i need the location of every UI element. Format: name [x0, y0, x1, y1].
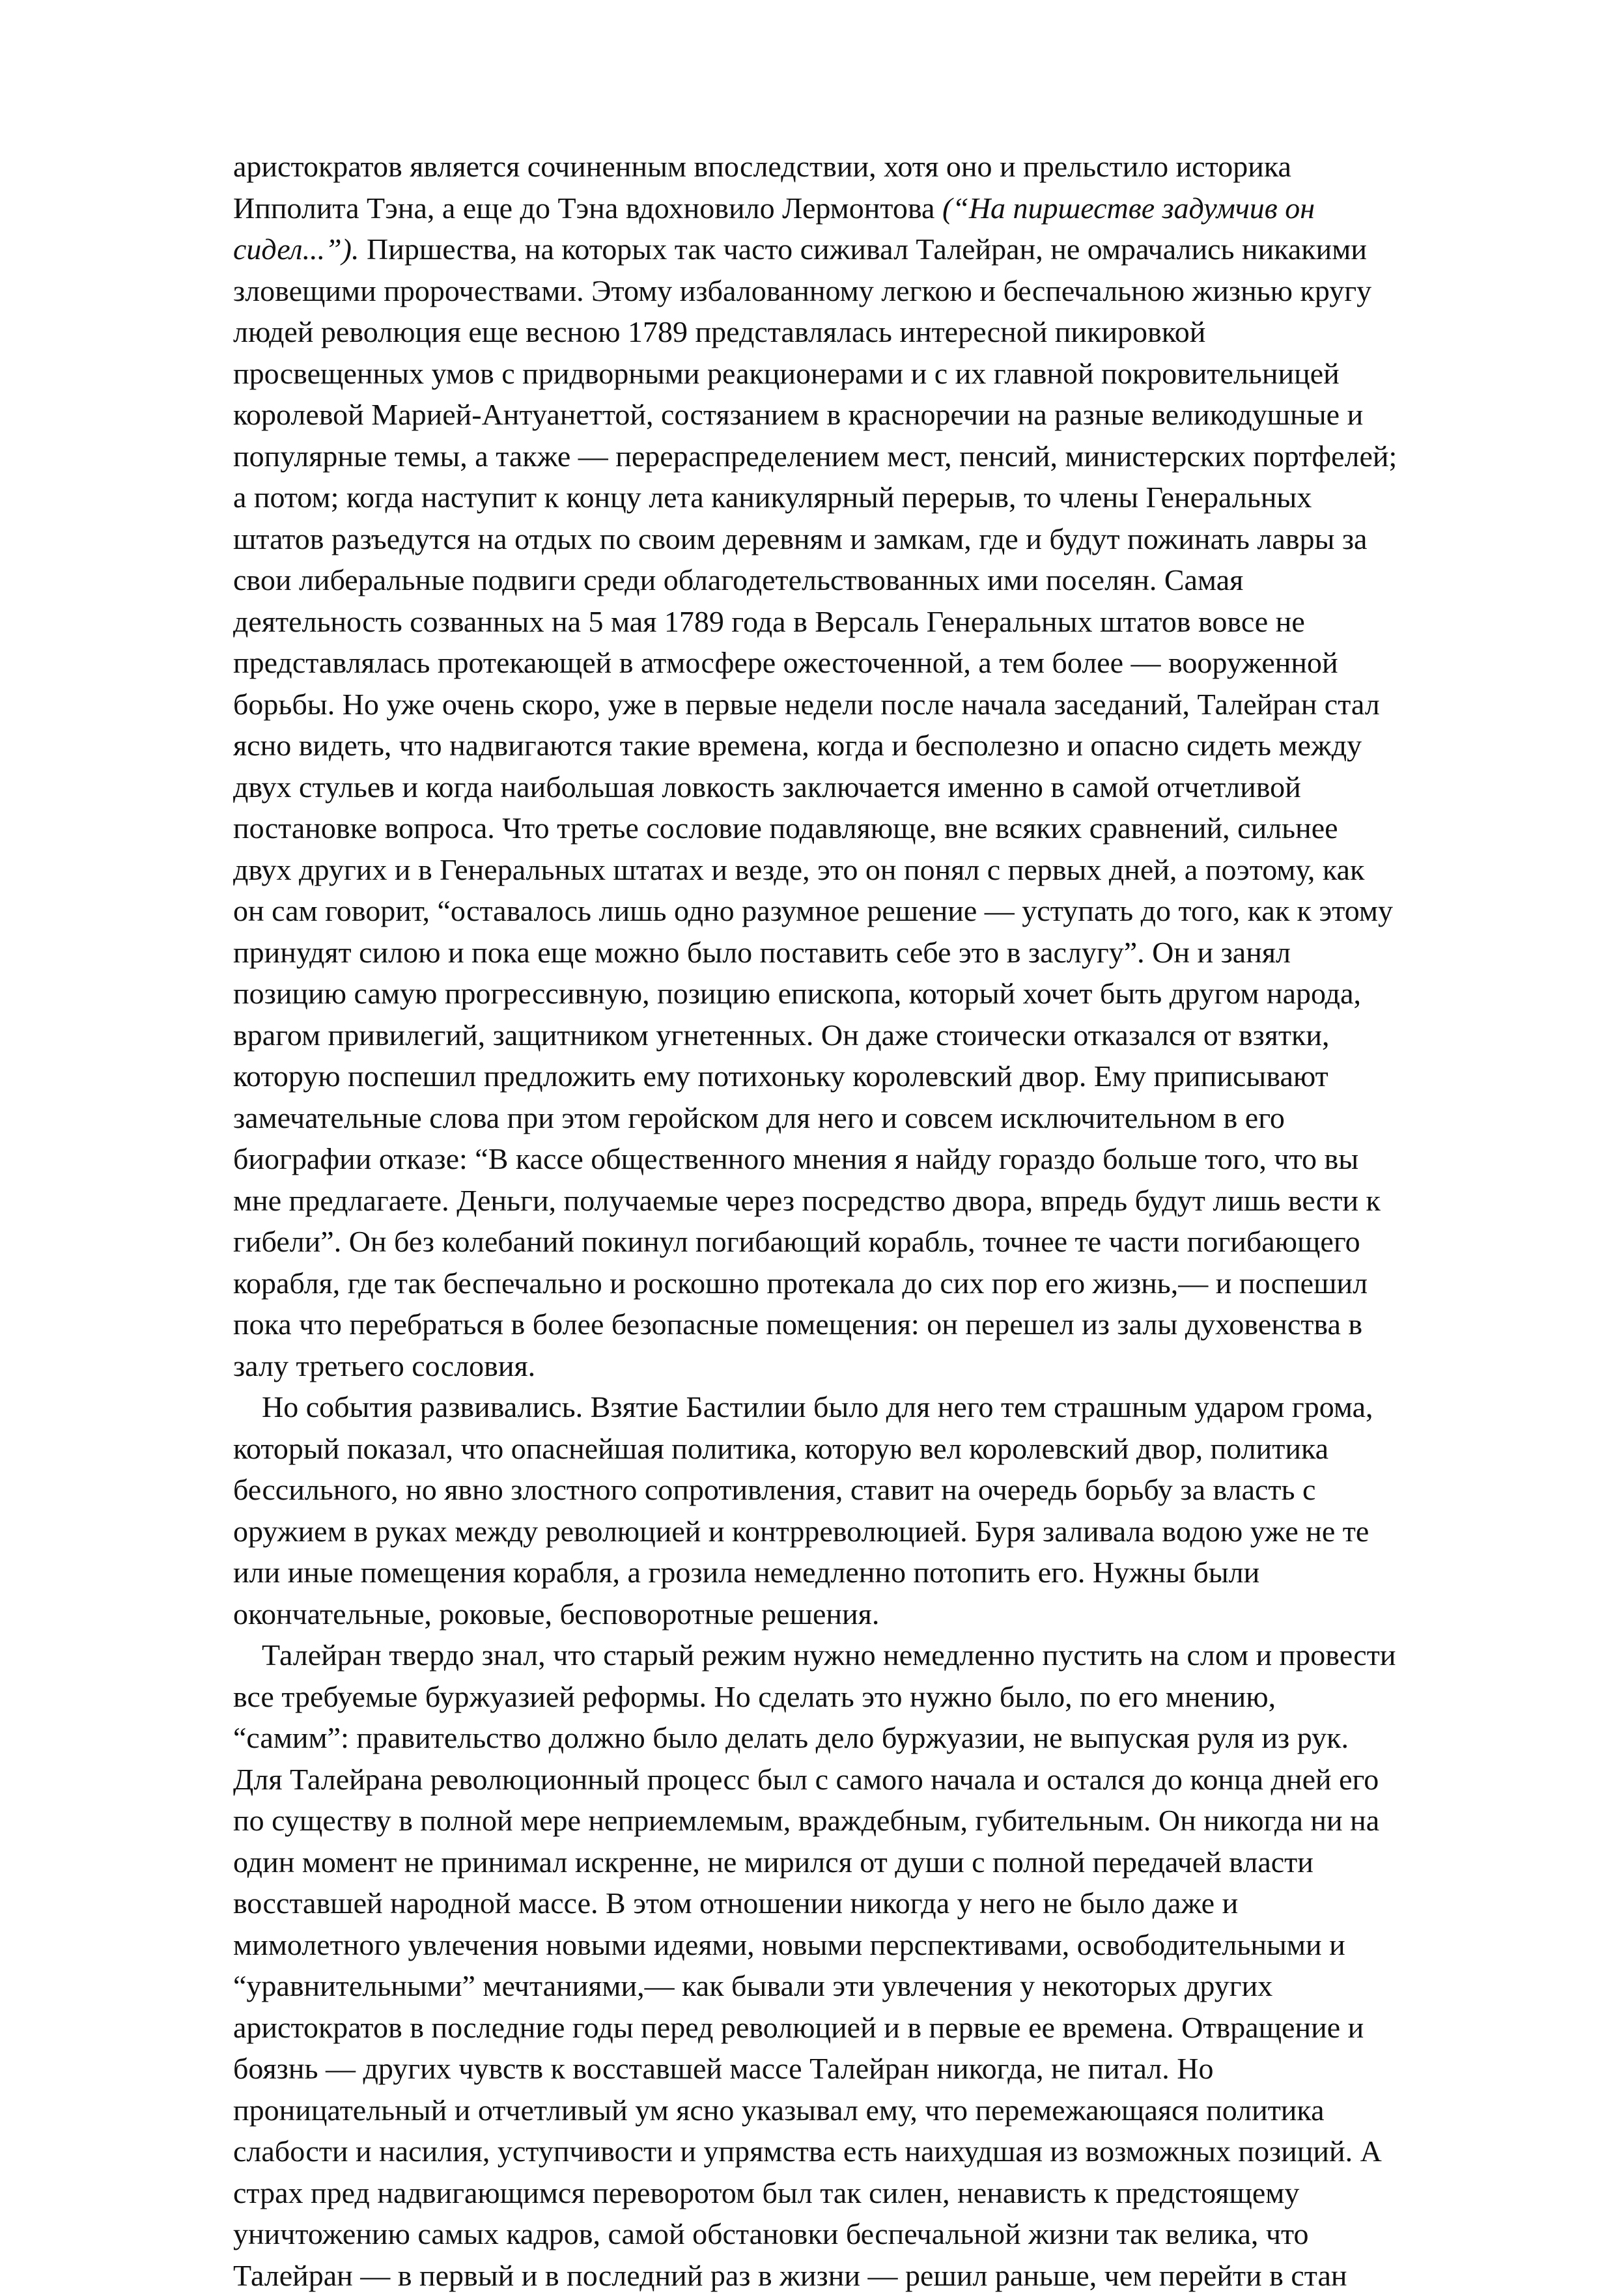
text-line: представлялась протекающей в атмосфере ожесточенной, а тем более — вооруженной [233, 642, 1495, 684]
text-line: Но события развивались. Взятие Бастилии было для него тем страшным ударом грома, [233, 1386, 1495, 1428]
page-text [233, 146, 1495, 2296]
text-line: он сам говорит, “оставалось лишь одно разумное решение — уступать до того, как к этому [233, 890, 1495, 932]
text-line: гибели”. Он без колебаний покинул погибающий корабль, точнее те части погибающего [233, 1221, 1495, 1263]
text-line: по существу в полной мере неприемлемым, враждебным, губительным. Он никогда ни на [233, 1800, 1495, 1841]
text-line: уничтожению самых кадров, самой обстановки беспечальной жизни так велика, что [233, 2213, 1495, 2255]
text-line: популярные темы, а также — перераспределением мест, пенсий, министерских портфелей; [233, 436, 1495, 477]
text-line: просвещенных умов с придворными реакционерами и с их главной покровительницей [233, 353, 1495, 395]
text-line: слабости и насилия, уступчивости и упрямства есть наихудшая из возможных позиций. А [233, 2131, 1495, 2172]
text-line: или иные помещения корабля, а грозила немедленно потопить его. Нужны были [233, 1552, 1495, 1593]
text-line: Талейран — в первый и в последний раз в жизни — решил раньше, чем перейти в стан [233, 2255, 1495, 2296]
paragraph-2 [233, 1386, 1495, 1634]
text-line: который показал, что опаснейшая политика, которую вел королевский двор, политика [233, 1428, 1495, 1470]
text-line: страх пред надвигающимся переворотом был так силен, ненависть к предстоящему [233, 2172, 1495, 2214]
text-line: двух стульев и когда наибольшая ловкость заключается именно в самой отчетливой [233, 766, 1495, 808]
text-line: а потом; когда наступит к концу лета каникулярный перерыв, то члены Генеральных [233, 477, 1495, 518]
italic-quote: (“На пиршестве задумчив он [942, 191, 1315, 225]
text-line: мне предлагаете. Деньги, получаемые через посредство двора, впредь будут лишь вести к [233, 1180, 1495, 1222]
text-line: сидел...”). Пиршества, на которых так часто сиживал Талейран, не омрачались никакими [233, 229, 1495, 270]
text-line: борьбы. Но уже очень скоро, уже в первые недели после начала заседаний, Талейран стал [233, 684, 1495, 725]
paragraph-1 [233, 146, 1495, 1386]
paragraph-3 [233, 1634, 1495, 2296]
text-line: зловещими пророчествами. Этому избалованному легкою и беспечальною жизнью кругу [233, 270, 1495, 312]
text-line: двух других и в Генеральных штатах и везде, это он понял с первых дней, а поэтому, как [233, 849, 1495, 891]
text-line: биографии отказе: “В кассе общественного мнения я найду гораздо больше того, что вы [233, 1138, 1495, 1180]
text-line: врагом привилегий, защитником угнетенных. Он даже стоически отказался от взятки, [233, 1015, 1495, 1056]
text-line: оружием в руках между революцией и контрреволюцией. Буря заливала водою уже не те [233, 1511, 1495, 1552]
text-line: окончательные, роковые, бесповоротные решения. [233, 1593, 1495, 1635]
text-line: ясно видеть, что надвигаются такие времена, когда и бесполезно и опасно сидеть между [233, 725, 1495, 766]
text-line: восставшей народной массе. В этом отношении никогда у него не было даже и [233, 1883, 1495, 1924]
text-line: штатов разъедутся на отдых по своим деревням и замкам, где и будут пожинать лавры за [233, 518, 1495, 560]
text-line: замечательные слова при этом геройском для него и совсем исключительном в его [233, 1097, 1495, 1139]
text-line: один момент не принимал искренне, не мирился от души с полной передачей власти [233, 1841, 1495, 1883]
text-line: принудят силою и пока еще можно было поставить себе это в заслугу”. Он и занял [233, 932, 1495, 973]
text-line: пока что перебраться в более безопасные помещения: он перешел из залы духовенства в [233, 1304, 1495, 1345]
text-line: мимолетного увлечения новыми идеями, новыми перспективами, освободительными и [233, 1924, 1495, 1966]
text-line: “уравнительными” мечтаниями,— как бывали эти увлечения у некоторых других [233, 1965, 1495, 2007]
text-line: Для Талейрана революционный процесс был с самого начала и остался до конца дней его [233, 1759, 1495, 1800]
text-line: проницательный и отчетливый ум ясно указывал ему, что перемежающаяся политика [233, 2090, 1495, 2131]
text-line: Талейран твердо знал, что старый режим нужно немедленно пустить на слом и провести [233, 1634, 1495, 1676]
text-line: постановке вопроса. Что третье сословие подавляюще, вне всяких сравнений, сильнее [233, 807, 1495, 849]
text-line: свои либеральные подвиги среди облагодетельствованных ими поселян. Самая [233, 559, 1495, 601]
text-line: залу третьего сословия. [233, 1345, 1495, 1387]
text-line: боязнь — других чувств к восставшей массе Талейран никогда, не питал. Но [233, 2048, 1495, 2090]
text-line: людей революция еще весною 1789 представлялась интересной пикировкой [233, 311, 1495, 353]
italic-quote: сидел...”). [233, 232, 359, 266]
text-line: которую поспешил предложить ему потихоньку королевский двор. Ему приписывают [233, 1056, 1495, 1097]
text-line: деятельность созванных на 5 мая 1789 года в Версаль Генеральных штатов вовсе не [233, 601, 1495, 643]
text-line: аристократов является сочиненным впоследствии, хотя оно и прельстило историка [233, 146, 1495, 188]
text-line: аристократов в последние годы перед революцией и в первые ее времена. Отвращение и [233, 2007, 1495, 2049]
text-line: Ипполита Тэна, а еще до Тэна вдохновило Лермонтова (“На пиршестве задумчив он [233, 188, 1495, 229]
text-line: королевой Марией-Антуанеттой, состязанием в красноречии на разные великодушные и [233, 394, 1495, 436]
text-line: корабля, где так беспечально и роскошно протекала до сих пор его жизнь,— и поспешил [233, 1263, 1495, 1304]
text-line: “самим”: правительство должно было делать дело буржуазии, не выпуская руля из рук. [233, 1717, 1495, 1759]
text-line: бессильного, но явно злостного сопротивления, ставит на очередь борьбу за власть с [233, 1469, 1495, 1511]
text-line: все требуемые буржуазией реформы. Но сделать это нужно было, по его мнению, [233, 1676, 1495, 1718]
text-line: позицию самую прогрессивную, позицию епископа, который хочет быть другом народа, [233, 973, 1495, 1015]
